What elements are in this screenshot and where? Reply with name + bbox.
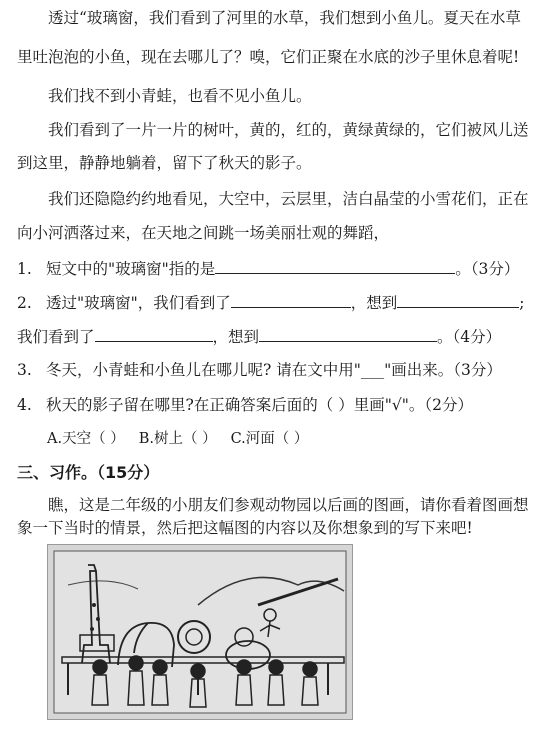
answer-blank[interactable] (259, 324, 437, 342)
answer-options (0, 427, 543, 451)
passage-p1-line2: 里吐泡泡的小鱼，现在去哪儿了？嗅，它们正聚在水底的沙子里休息着呢! (17, 48, 520, 66)
question-1 (0, 256, 543, 281)
passage-p4-line2: 向小河洒落过来，在天地之间跳一场美丽壮观的舞蹈， (17, 224, 390, 242)
passage-p3-line1: 我们看到了一片一片的树叶，黄的，红的，黄绿黄绿的，它们被风儿送 (48, 121, 529, 139)
question-3 (0, 358, 543, 382)
option-b[interactable]: B.树上（ ） (138, 431, 217, 447)
question-score: 。（3分） (455, 260, 520, 278)
answer-blank[interactable] (231, 290, 351, 308)
question-2 (0, 290, 543, 315)
question-number: 1. (17, 260, 32, 278)
question-number: 2. (17, 294, 32, 312)
question-score: 。（4分） (437, 328, 502, 346)
option-a[interactable]: A.天空（ ） (47, 431, 125, 447)
zoo-illustration (47, 544, 353, 720)
section-heading: 三、习作。（15分） (17, 463, 160, 482)
question-text: 冬天，小青蛙和小鱼儿在哪儿呢? 请在文中用"___"画出来。（3分） (46, 361, 502, 379)
zoo-drawing (48, 545, 352, 719)
answer-blank[interactable] (95, 324, 213, 342)
writing-prompt-line2: 象一下当时的情景，然后把这幅图的内容以及你想象到的写下来吧! (17, 519, 473, 537)
question-text: 透过"玻璃窗"，我们看到了 (46, 294, 231, 312)
question-text: 短文中的"玻璃窗"指的是 (46, 260, 216, 278)
question-number: 4. (17, 396, 32, 414)
passage-p3-line2: 到这里，静静地躺着，留下了秋天的影子。 (17, 154, 312, 172)
question-text: 秋天的影子留在哪里?在正确答案后面的（ ）里画"√"。（2分） (46, 396, 473, 414)
passage-p4-line1: 我们还隐隐约约地看见，大空中，云层里，洁白晶莹的小雪花们，正在 (48, 190, 529, 208)
question-text: 我们看到了 (17, 328, 95, 346)
option-c[interactable]: C.河面（ ） (230, 431, 309, 447)
answer-blank[interactable] (215, 256, 455, 274)
answer-blank[interactable] (397, 290, 519, 308)
question-text: ，想到 (350, 294, 398, 312)
passage-p2: 我们找不到小青蛙，也看不见小鱼儿。 (48, 87, 312, 105)
passage-p1-line1: 透过“玻璃窗，我们看到了河里的水草，我们想到小鱼儿。夏天在水草 (48, 9, 521, 27)
question-number: 3. (17, 361, 32, 379)
question-2-continued (0, 324, 543, 349)
question-text: ，想到 (212, 328, 260, 346)
writing-prompt-line1: 瞧，这是二年级的小朋友们参观动物园以后画的图画，请你看着图画想 (48, 496, 529, 514)
question-4 (0, 393, 543, 417)
question-text: ; (519, 294, 525, 312)
